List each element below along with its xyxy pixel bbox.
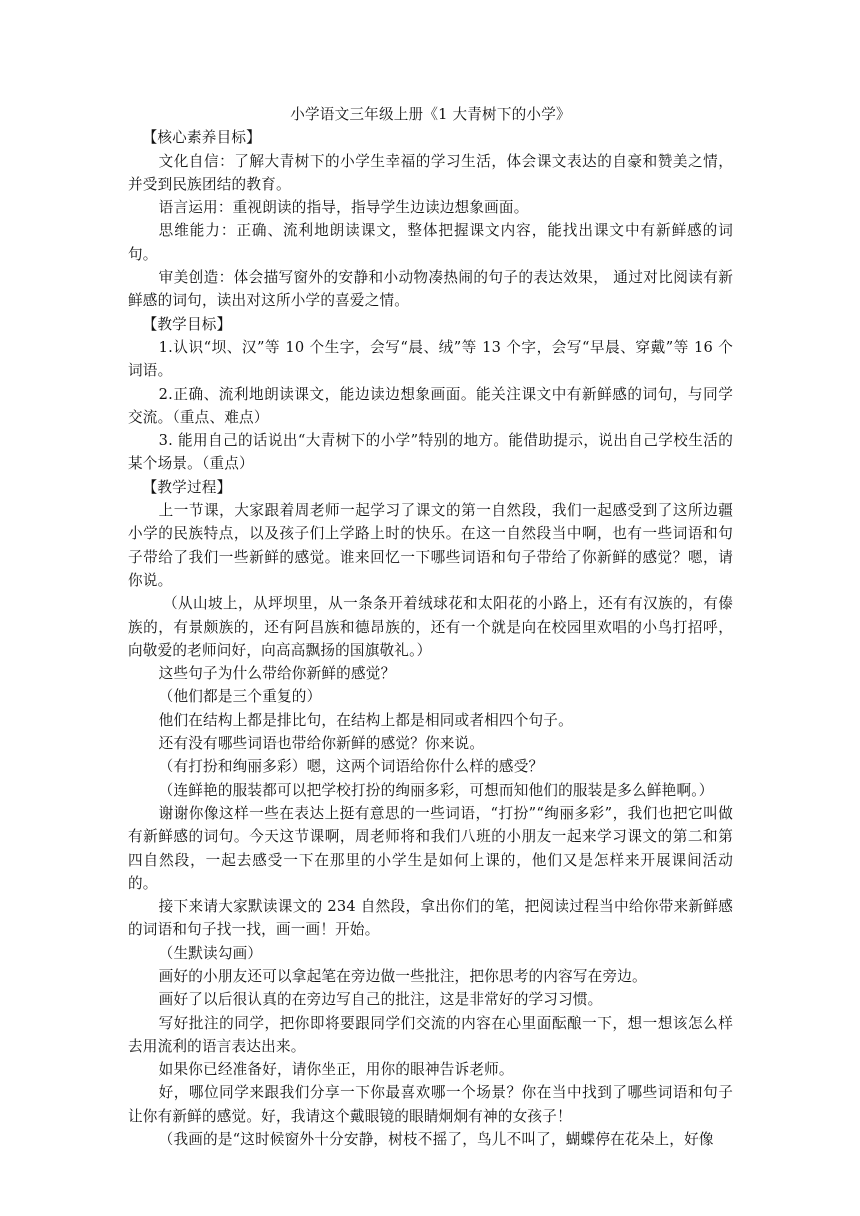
paragraph: 1.认识“坝、汉”等 10 个生字，会写“晨、绒”等 13 个字，会写“早晨、穿戴”等 16 个词语。: [128, 338, 733, 380]
paragraph: 审美创造：体会描写窗外的安静和小动物凑热闹的句子的表达效果， 通过对比阅读有新鲜感的词句，读出对这所小学的喜爱之情。: [128, 269, 733, 310]
paragraph: 画好的小朋友还可以拿起笔在旁边做一些批注，把你思考的内容写在旁边。: [158, 967, 647, 985]
paragraph: 画好了以后很认真的在旁边写自己的批注，这是非常好的学习习惯。: [158, 991, 603, 1009]
paragraph: 好，哪位同学来跟我们分享一下你最喜欢哪一个场景？你在当中找到了哪些词语和句子让你有新鲜的感觉。好，我请这个戴眼镜的眼睛炯炯有神的女孩子！: [128, 1084, 733, 1125]
paragraph: （连鲜艳的服装都可以把学校打扮的绚丽多彩，可想而知他们的服装是多么鲜艳啊。）: [158, 781, 714, 799]
document-body: [128, 103, 733, 1151]
paragraph: 语言运用：重视朗读的指导，指导学生边读边想象画面。: [158, 199, 529, 217]
document-title: 小学语文三年级上册《1 大青树下的小学》: [290, 106, 571, 123]
paragraph: （生默读勾画）: [158, 944, 263, 962]
paragraph: 文化自信：了解大青树下的小学生幸福的学习生活，体会课文表达的自豪和赞美之情，并受到民族团结的教育。: [128, 152, 733, 193]
paragraph: 3. 能用自己的话说出“大青树下的小学”特别的地方。能借助提示，说出自己学校生活的某个场景。（重点）: [128, 432, 733, 473]
paragraph: 接下来请大家默读课文的 234 自然段，拿出你们的笔，把阅读过程当中给你带来新鲜感的词语和句子找一找，画一画！开始。: [128, 898, 733, 939]
paragraph: 思维能力：正确、流利地朗读课文，整体把握课文内容，能找出课文中有新鲜感的词句。: [128, 222, 733, 263]
section-heading-teaching-process: 【教学过程】: [142, 478, 232, 496]
paragraph: 写好批注的同学，把你即将要跟同学们交流的内容在心里面酝酿一下，想一想该怎么样去用流利的语言表达出来。: [128, 1014, 733, 1055]
paragraph: 2.正确、流利地朗读课文，能边读边想象画面。能关注课文中有新鲜感的词句，与同学交流。（重点、难点）: [128, 385, 733, 426]
paragraph: （从山坡上，从坪坝里，从一条条开着绒球花和太阳花的小路上，还有有汉族的，有傣族的，有景颇族的，还有阿昌族和德昂族的，还有一个就是向在校园里欢唱的小鸟打招呼，向敬爱的老师问好，向高高飘扬的国旗敬礼。）: [128, 595, 733, 659]
paragraph: 谢谢你像这样一些在表达上挺有意思的一些词语，“打扮”“绚丽多彩”，我们也把它叫做有新鲜感的词句。今天这节课啊，周老师将和我们八班的小朋友一起来学习课文的第二和第四自然段，一起去感受一下在那里的小学生是如何上课的，他们又是怎样来开展课间活动的。: [128, 804, 733, 892]
paragraph: （我画的是“这时候窗外十分安静，树枝不摇了，鸟儿不叫了，蝴蝶停在花朵上，好像: [158, 1131, 714, 1149]
paragraph: 如果你已经准备好，请你坐正，用你的眼神告诉老师。: [158, 1061, 514, 1079]
paragraph: （他们都是三个重复的）: [158, 688, 322, 706]
paragraph: 他们在结构上都是排比句，在结构上都是相同或者相四个句子。: [158, 711, 573, 729]
section-heading-teaching-goals: 【教学目标】: [142, 315, 232, 333]
section-heading-core-goals: 【核心素养目标】: [142, 129, 261, 147]
paragraph: 上一节课，大家跟着周老师一起学习了课文的第一自然段，我们一起感受到了这所边疆小学的民族特点，以及孩子们上学路上时的快乐。在这一自然段当中啊，也有一些词语和句子带给了我们一些新鲜的感觉。谁来回忆一下哪些词语和句子带给了你新鲜的感觉？嗯，请你说。: [128, 502, 733, 589]
paragraph: 这些句子为什么带给你新鲜的感觉？: [158, 665, 396, 683]
paragraph: 还有没有哪些词语也带给你新鲜的感觉？你来说。: [158, 735, 485, 753]
paragraph: （有打扮和绚丽多彩）嗯，这两个词语给你什么样的感受？: [158, 758, 544, 776]
